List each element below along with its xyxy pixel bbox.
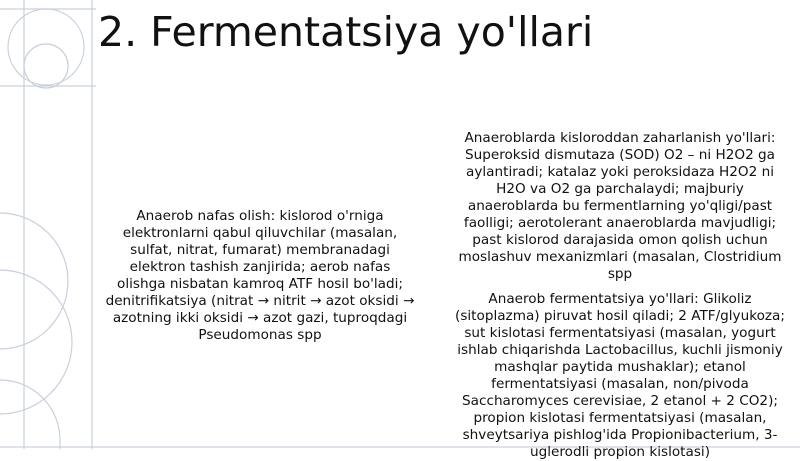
deco-circle-small [24,44,68,88]
deco-circle-large [8,9,84,85]
deco-arc-bottom-outer [0,380,60,449]
slide-title: 2. Fermentatsiya yo'llari [98,8,594,56]
left-text-column [104,208,416,344]
deco-arc-middle [0,213,68,349]
right-text-column [450,130,790,461]
anaerobic-respiration-paragraph: Anaerob nafas olish: kislorod o'rniga elektronlarni qabul qiluvchilar (masalan, sulfat, nitrat, fumarat) membranadagi elektron tashish zanjirida; aerob nafas olishga nisbatan kamroq ATF hosil bo'ladi; denitrifikatsiya (nitrat → nitrit → azot oksidi → azotning ikki oksidi → azot gazi, tuproqdagi Pseudomonas spp [105,208,415,343]
oxygen-toxicity-paragraph: Anaeroblarda kisloroddan zaharlanish yo'llari: Superoksid dismutaza (SOD) O2 – ni H2O2 ga aylantiradi; katalaz yoki peroksidaza H2O2 ni H2O va O2 ga parchalaydi; majburiy anaeroblarda bu fermentlarning yo'qligi/past faolligi; aerotolerant anaeroblarda mavjudligi; past kislorod darajasida omon qolish uchun moslashuv mexanizmlari (masalan, Clostridium spp [458,130,782,282]
anaerobic-fermentation-paragraph: Anaerob fermentatsiya yo'llari: Glikoliz (sitoplazma) piruvat hosil qiladi; 2 ATF/glyukoza; sut kislotasi fermentatsiyasi (masalan, yogurt ishlab chiqarishda Lactobacillus, kuchli jismoniy mashqlar paytida mushaklar); etanol fermentatsiyasi (masalan, non/pivoda Saccharomyces cerevisiae, 2 etanol + 2 CO2); propion kislotasi fermentatsiyasi (masalan, shveytsariya pishlog'ida Propionibacterium, 3-uglerodli propion kislotasi) [455,291,785,460]
